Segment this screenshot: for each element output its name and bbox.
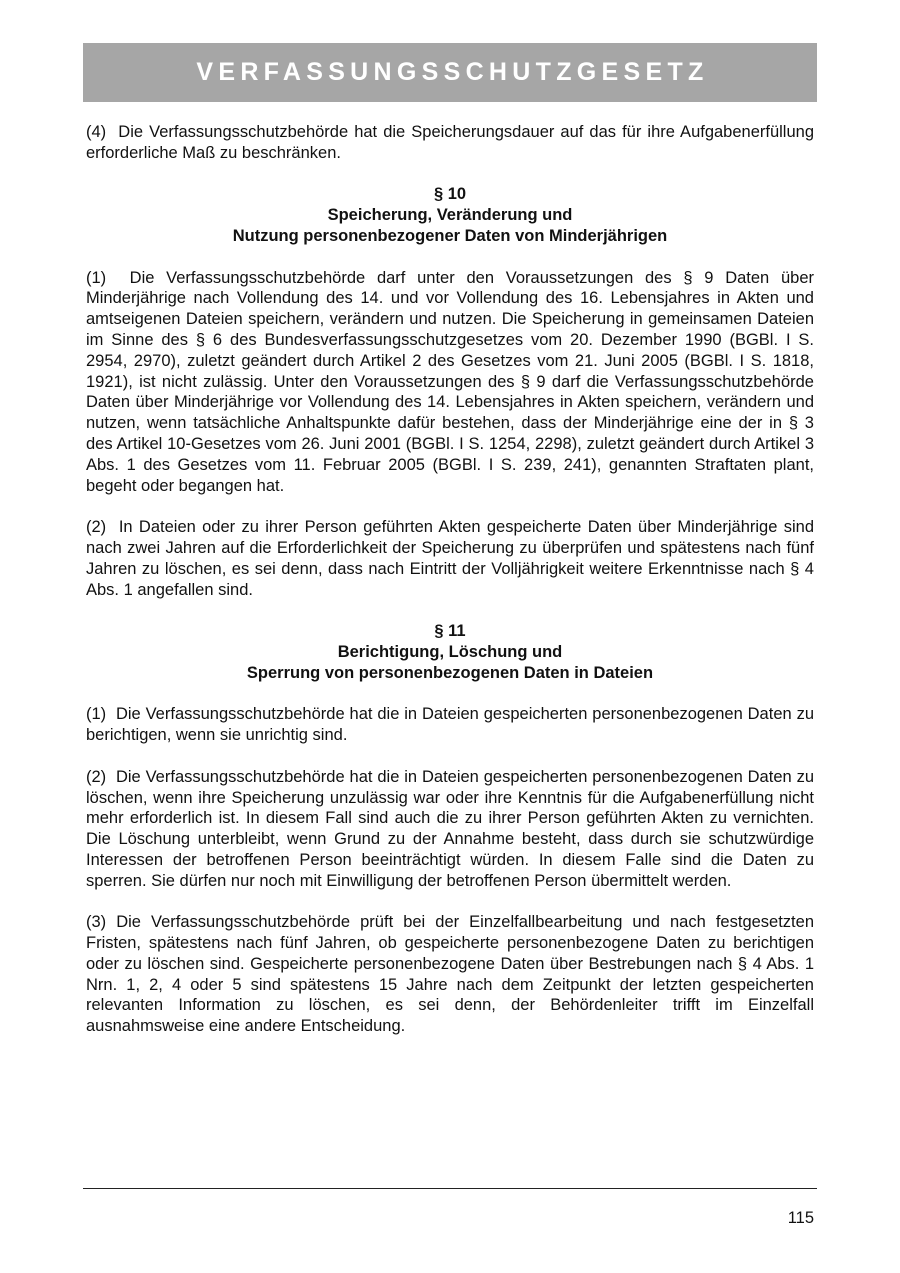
section-11-title-line1: Berichtigung, Löschung und: [337, 642, 563, 661]
section-11-title-line2: Sperrung von personenbezogenen Daten in Dateien: [246, 663, 654, 682]
footer-divider: [83, 1188, 817, 1189]
section-11-paragraph-1: (1) Die Verfassungsschutzbehörde hat die in Dateien gespeicherten personenbezogenen Daten zu berichtigen, wenn sie unrichtig sind.: [86, 705, 814, 745]
document-title: VERFASSUNGSSCHUTZGESETZ: [196, 58, 709, 86]
header-banner: [83, 43, 817, 102]
section-10-paragraph-1: (1) Die Verfassungsschutzbehörde darf unter den Voraussetzungen des § 9 Daten über Minderjährige nach Vollendung des 14. und vor Vollendung des 16. Lebensjahres in Akten und amtseigenen Dateien speichern, verändern und nutzen. Die Speicherung in gemeinsamen Dateien im Sinne des § 6 des Bundesverfassungsschutzgesetzes vom 20. Dezember 1990 (BGBl. I S. 2954, 2970), zuletzt geändert durch Artikel 2 des Gesetzes vom 21. Juni 2005 (BGBl. I S. 1818, 1921), ist nicht zulässig. Unter den Voraussetzungen des § 9 darf die Verfassungsschutzbehörde Daten über Minderjährige vor Vollendung des 14. Lebensjahres in Akten speichern, verändern und nutzen, wenn tatsächliche Anhaltspunkte dafür bestehen, dass der Minderjährige eine der in § 3 des Artikel 10-Gesetzes vom 26. Juni 2001 (BGBl. I S. 1254, 2298), zuletzt geändert durch Artikel 3 Abs. 1 des Gesetzes vom 11. Februar 2005 (BGBl. I S. 239, 241), genannten Straftaten plant, begeht oder begangen hat.: [86, 268, 814, 495]
section-11-paragraph-3: (3) Die Verfassungsschutzbehörde prüft bei der Einzelfallbearbeitung und nach festgesetzten Fristen, spätestens nach fünf Jahren, ob gespeicherte personenbezogene Daten zu berichtigen oder zu löschen sind. Gespeicherte personenbezogene Daten über Bestrebungen nach § 4 Abs. 1 Nrn. 1, 2, 4 oder 5 sind spätestens 15 Jahre nach dem Zeitpunkt der letzten gespeicherten relevanten Information zu löschen, es sei denn, der Behördenleiter trifft im Einzelfall ausnahmsweise eine andere Entscheidung.: [86, 913, 814, 1036]
page-number: 115: [787, 1209, 814, 1227]
document-body: [86, 122, 814, 1037]
section-10-heading: [86, 184, 814, 246]
section-10-number: § 10: [433, 185, 467, 204]
paragraph-9-4: (4) Die Verfassungsschutzbehörde hat die Speicherungsdauer auf das für ihre Aufgabenerfüllung erforderliche Maß zu beschränken.: [86, 123, 814, 162]
section-10-paragraph-2: (2) In Dateien oder zu ihrer Person geführten Akten gespeicherte Daten über Minderjährige sind nach zwei Jahren auf die Erforderlichkeit der Speicherung zu überprüfen und spätestens nach fünf Jahren zu löschen, es sei denn, dass nach Eintritt der Volljährigkeit weitere Erkenntnisse nach § 4 Abs. 1 angefallen sind.: [86, 518, 814, 599]
section-10-title-line1: Speicherung, Veränderung und: [327, 206, 573, 225]
section-11-heading: [86, 621, 814, 683]
section-11-paragraph-2: (2) Die Verfassungsschutzbehörde hat die in Dateien gespeicherten personenbezogenen Daten zu löschen, wenn ihre Speicherung unzulässig war oder ihre Kenntnis für die Aufgabenerfüllung nicht mehr erforderlich ist. In diesem Fall sind auch die zu ihrer Person geführten Akten zu vernichten. Die Löschung unterbleibt, wenn Grund zu der Annahme besteht, dass durch sie schutzwürdige Interessen der betroffenen Person beeinträchtigt würden. In diesem Falle sind die Daten zu sperren. Sie dürfen nur noch mit Einwilligung der betroffenen Person übermittelt werden.: [86, 767, 814, 890]
section-10-title-line2: Nutzung personenbezogener Daten von Minderjährigen: [232, 226, 668, 245]
section-11-number: § 11: [434, 622, 466, 641]
